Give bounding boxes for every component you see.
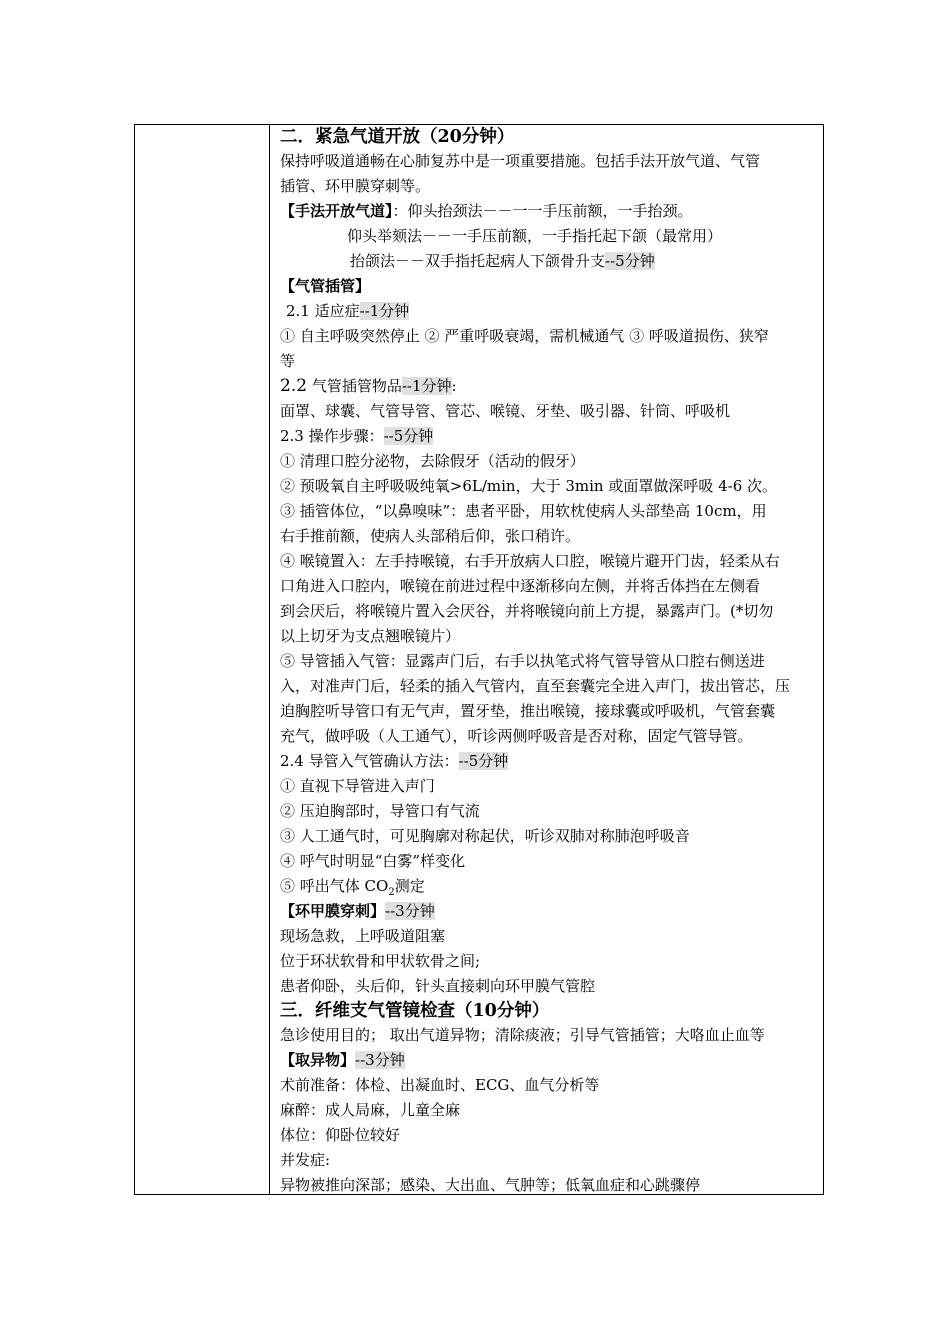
cricothyroid-label: 【环甲膜穿刺】	[280, 902, 386, 920]
cricothyroid-text-3: 患者仰卧，头后仰，针头直接刺向环甲膜气管腔	[280, 977, 596, 995]
time-badge: --1分钟	[359, 302, 410, 320]
supplies-colon: :	[451, 377, 457, 395]
step-5-cont: 入，对准声门后，轻柔的插入气管内，直至套囊完全进入声门，拔出管芯，压	[280, 677, 791, 695]
indications-items-cont: 等	[280, 352, 296, 370]
subscript: 2	[388, 887, 395, 898]
complications: 异物被推向深部；感染、大出血、气肿等；低氧血症和心跳骤停	[280, 1176, 701, 1194]
confirm-item-4: ④ 呼气时明显“白雾”样变化	[280, 852, 466, 870]
step-5-cont: 充气，做呼吸（人工通气），听诊两侧呼吸音是否对称，固定气管导管。	[280, 727, 753, 745]
manual-airway-method-2: 仰头举颏法－－一手压前额，一手指托起下颌（最常用）	[347, 227, 723, 245]
manual-airway-label: 【手法开放气道】	[280, 202, 393, 220]
cricothyroid-text-1: 现场急救，上呼吸道阻塞	[280, 927, 446, 945]
section-2-heading: 二．紧急气道开放（20分钟）	[280, 127, 515, 147]
paragraph: 插管、环甲膜穿刺等。	[280, 177, 431, 195]
indications-line	[280, 299, 820, 324]
confirm-item-5-end: 测定	[394, 877, 425, 895]
time-badge: --1分钟	[401, 377, 452, 395]
indications-title: 2.1 适应症	[286, 302, 360, 320]
indications-items: ① 自主呼吸突然停止 ② 严重呼吸衰竭，需机械通气 ③ 呼吸道损伤、狭窄	[280, 327, 769, 345]
table-right-column	[280, 125, 820, 1198]
complications-label: 并发症:	[280, 1151, 331, 1169]
cricothyroid-text-2: 位于环状软骨和甲状软骨之间;	[280, 952, 481, 970]
time-badge: --3分钟	[355, 1051, 405, 1069]
manual-airway-method-1: ：仰头抬颈法－－一一手压前额，一手抬颈。	[392, 202, 693, 220]
cricothyroid-line	[280, 899, 820, 924]
time-badge: --3分钟	[385, 902, 435, 920]
supplies-number: 2.2	[280, 376, 308, 396]
anesthesia: 麻醉：成人局麻，儿童全麻	[280, 1101, 461, 1119]
confirm-item-5	[280, 874, 820, 899]
step-2: ② 预吸氧自主呼吸吸纯氧>6L/min，大于 3min 或面罩做深呼吸 4-6 次。	[280, 477, 778, 495]
step-5: ⑤ 导管插入气管：显露声门后，右手以执笔式将气管导管从口腔右侧送进	[280, 652, 765, 670]
step-3-cont: 右手推前额，使病人头部稍后仰，张口稍许。	[280, 527, 581, 545]
step-1: ① 清理口腔分泌物，去除假牙（活动的假牙）	[280, 452, 585, 470]
confirm-line	[280, 749, 820, 774]
content-table	[134, 124, 824, 1195]
confirm-title: 2.4 导管入气管确认方法：	[280, 752, 459, 770]
supplies-line	[280, 374, 820, 399]
step-4-cont: 口角进入口腔内，喉镜在前进过程中逐渐移向左侧，并将舌体挡在左侧看	[280, 577, 761, 595]
steps-line	[280, 424, 820, 449]
paragraph: 保持呼吸道通畅在心肺复苏中是一项重要措施。包括手法开放气道、气管	[280, 152, 761, 170]
confirm-item-2: ② 压迫胸部时，导管口有气流	[280, 802, 480, 820]
position: 体位：仰卧位较好	[280, 1126, 401, 1144]
preparation: 术前准备：体检、出凝血时、ECG、血气分析等	[280, 1076, 600, 1094]
supplies-items: 面罩、球囊、气管导管、管芯、喉镜、牙垫、吸引器、针筒、呼吸机	[280, 402, 731, 420]
step-5-cont: 迫胸腔听导管口有无气声，置牙垫，推出喉镜，接球囊或呼吸机，气管套囊	[280, 702, 776, 720]
purpose: 急诊使用目的； 取出气道异物；清除痰液；引导气管插管；大咯血止血等	[280, 1026, 765, 1044]
time-badge: --5分钟	[383, 427, 434, 445]
foreign-body-line	[280, 1048, 820, 1073]
step-3: ③ 插管体位，“以鼻嗅味”：患者平卧，用软枕使病人头部垫高 10cm，用	[280, 502, 767, 520]
step-4-cont: 到会厌后，将喉镜片置入会厌谷，并将喉镜向前上方提，暴露声门。(*切勿	[280, 602, 774, 620]
confirm-item-3: ③ 人工通气时，可见胸廓对称起伏，听诊双肺对称肺泡呼吸音	[280, 827, 690, 845]
section-3-heading: 三．纤维支气管镜检查（10分钟）	[280, 1001, 550, 1021]
time-badge: --5分钟	[605, 252, 655, 270]
manual-airway-line-3	[280, 249, 820, 274]
step-4: ④ 喉镜置入：左手持喉镜，右手开放病人口腔，喉镜片避开门齿，轻柔从右	[280, 552, 780, 570]
confirm-item-1: ① 直视下导管进入声门	[280, 777, 435, 795]
foreign-body-label: 【取异物】	[280, 1051, 356, 1069]
manual-airway-method-3: 抬颌法－－双手指托起病人下颌骨升支	[350, 252, 606, 270]
time-badge: --5分钟	[458, 752, 509, 770]
table-left-column	[135, 125, 270, 1194]
step-4-cont: 以上切牙为支点翘喉镜片）	[280, 627, 461, 645]
confirm-item-5-text: ⑤ 呼出气体 CO	[280, 877, 389, 895]
supplies-title: 气管插管物品	[307, 377, 402, 395]
intubation-label: 【气管插管】	[280, 277, 371, 295]
steps-title: 2.3 操作步骤：	[280, 427, 384, 445]
manual-airway-line	[280, 199, 820, 224]
